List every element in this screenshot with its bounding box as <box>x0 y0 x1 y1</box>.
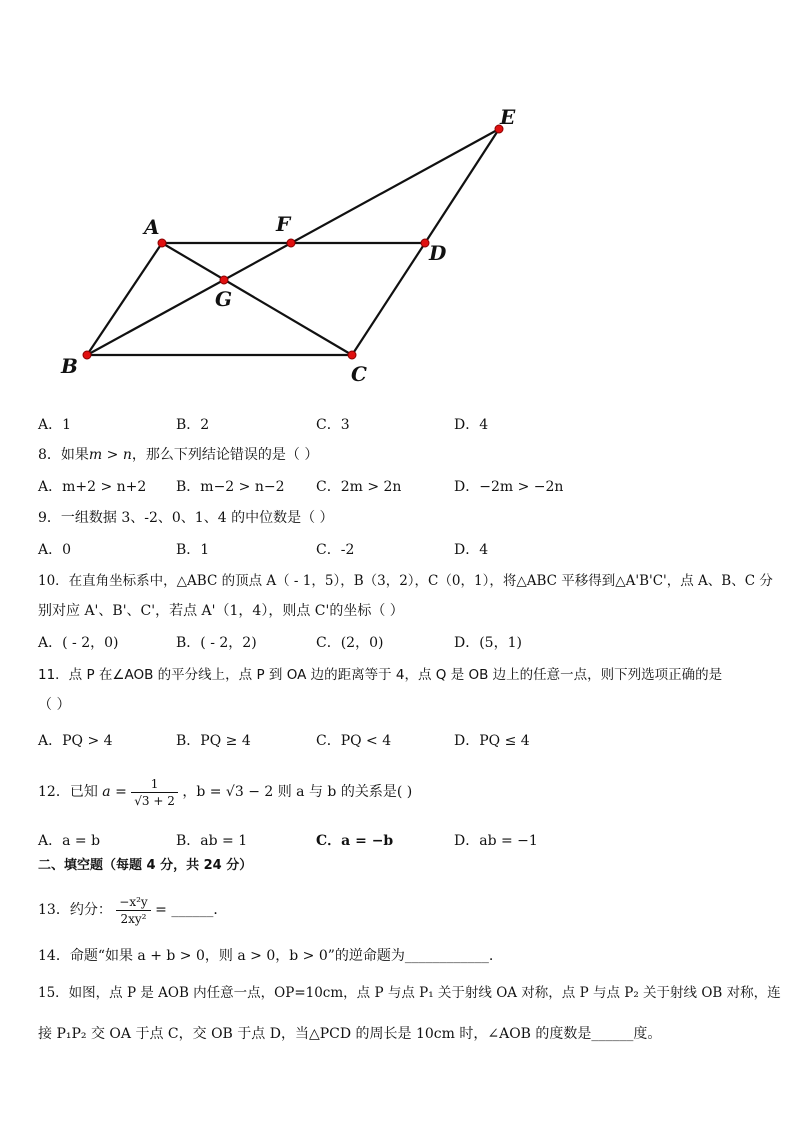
q13-prefix: 13．约分： <box>38 902 112 918</box>
point-d <box>421 239 429 247</box>
q13-answer-blank: = ______． <box>155 902 228 918</box>
label-a: A <box>144 215 160 239</box>
q11-option-a: A．PQ > 4 <box>38 733 113 749</box>
q9-option-a: A．0 <box>38 542 72 558</box>
segment-cd <box>352 243 425 355</box>
q9-option-d: D．4 <box>454 542 489 558</box>
q11-option-d: D．PQ ≤ 4 <box>454 733 530 749</box>
q8-option-d: D．−2m > −2n <box>454 479 564 495</box>
q11-option-b: B．PQ ≥ 4 <box>176 733 251 749</box>
q10-option-a: A．( - 2，0) <box>38 635 119 651</box>
q8-option-b: B．m−2 > n−2 <box>176 479 285 495</box>
q7-option-c: C．3 <box>316 417 350 433</box>
q10-options <box>38 632 758 652</box>
label-g: G <box>215 287 233 311</box>
q15-stem-line2: 接 P₁P₂ 交 OA 于点 C，交 OB 于点 D，当△PCD 的周长是 10cm 时，∠AOB 的度数是______度。 <box>38 1026 662 1042</box>
q9-options <box>38 539 758 559</box>
q13-fraction-numerator: −x²y <box>116 894 150 911</box>
q8-option-c: C．2m > 2n <box>316 479 402 495</box>
label-e: E <box>500 105 516 129</box>
q11-stem-line1: 11．点 P 在∠AOB 的平分线上，点 P 到 OA 边的距离等于 4，点 Q 是 OB 边上的任意一点，则下列选项正确的是 <box>38 667 723 683</box>
label-b: B <box>61 354 78 378</box>
segment-de <box>425 129 499 243</box>
q12-fraction-denominator: √3 + 2 <box>134 793 175 808</box>
q8-stem-suffix: ，那么下列结论错误的是（ ） <box>131 447 319 463</box>
q12-stem <box>38 772 412 812</box>
label-c: C <box>351 362 367 386</box>
q11-option-c: C．PQ < 4 <box>316 733 392 749</box>
q7-options <box>38 414 758 434</box>
point-c <box>348 351 356 359</box>
label-d: D <box>429 241 447 265</box>
q10-option-d: D．(5，1) <box>454 635 522 651</box>
q12-options <box>38 830 758 850</box>
q13-fraction <box>116 894 150 927</box>
q12-option-d: D．ab = −1 <box>454 833 538 849</box>
q7-option-b: B．2 <box>176 417 210 433</box>
q8-stem <box>38 445 318 465</box>
q7-option-d: D．4 <box>454 417 489 433</box>
q8-stem-prefix: 8．如果 <box>38 447 89 463</box>
q12-option-c: C．a = −b <box>316 833 394 849</box>
q9-option-b: B．1 <box>176 542 210 558</box>
q12-relation-text: ，b = √3 − 2 则 a 与 b 的关系是( ) <box>182 784 413 800</box>
q12-prefix: 12．已知 <box>38 784 98 800</box>
q12-a-eq: a = <box>102 784 127 800</box>
q15-stem-line1: 15．如图，点 P 是 AOB 内任意一点，OP=10cm，点 P 与点 P₁ 关于射线 OA 对称，点 P 与点 P₂ 关于射线 OB 对称，连 <box>38 985 781 1001</box>
q9-stem: 9．一组数据 3、-2、0、1、4 的中位数是（ ） <box>38 510 334 526</box>
q12-fraction <box>131 776 178 809</box>
q10-option-b: B．( - 2，2) <box>176 635 257 651</box>
q8-option-a: A．m+2 > n+2 <box>38 479 147 495</box>
q8-gt: > <box>102 447 123 463</box>
q8-options <box>38 476 758 496</box>
q7-option-a: A．1 <box>38 417 72 433</box>
geometry-figure <box>0 0 794 400</box>
q12-fraction-numerator: 1 <box>131 776 178 793</box>
q8-var-n: n <box>122 447 132 463</box>
point-g <box>220 276 228 284</box>
q8-var-m: m <box>88 447 103 463</box>
q10-stem-line1: 10．在直角坐标系中，△ABC 的顶点 A（ - 1，5），B（3，2），C（0，1），将△ABC 平移得到△A'B'C'，点 A、B、C 分 <box>38 573 773 589</box>
label-f: F <box>276 212 291 236</box>
point-f <box>287 239 295 247</box>
q10-stem-line2: 别对应 A'、B'、C'，若点 A'（1，4），则点 C'的坐标（ ） <box>38 603 404 619</box>
q13-fraction-denominator: 2xy² <box>120 911 147 926</box>
segment-ab <box>87 243 162 355</box>
point-b <box>83 351 91 359</box>
point-a <box>158 239 166 247</box>
q13-stem <box>38 890 227 930</box>
q10-option-c: C．(2，0) <box>316 635 384 651</box>
q14-stem: 14．命题“如果 a + b > 0，则 a > 0，b > 0”的逆命题为____________. <box>38 948 494 964</box>
q12-option-a: A．a = b <box>38 833 101 849</box>
q11-stem-line2: （ ） <box>38 697 71 713</box>
q12-option-b: B．ab = 1 <box>176 833 248 849</box>
section-fill-in-heading: 二、填空题（每题 4 分，共 24 分） <box>38 858 253 873</box>
q11-options <box>38 730 758 750</box>
q9-option-c: C．-2 <box>316 542 355 558</box>
